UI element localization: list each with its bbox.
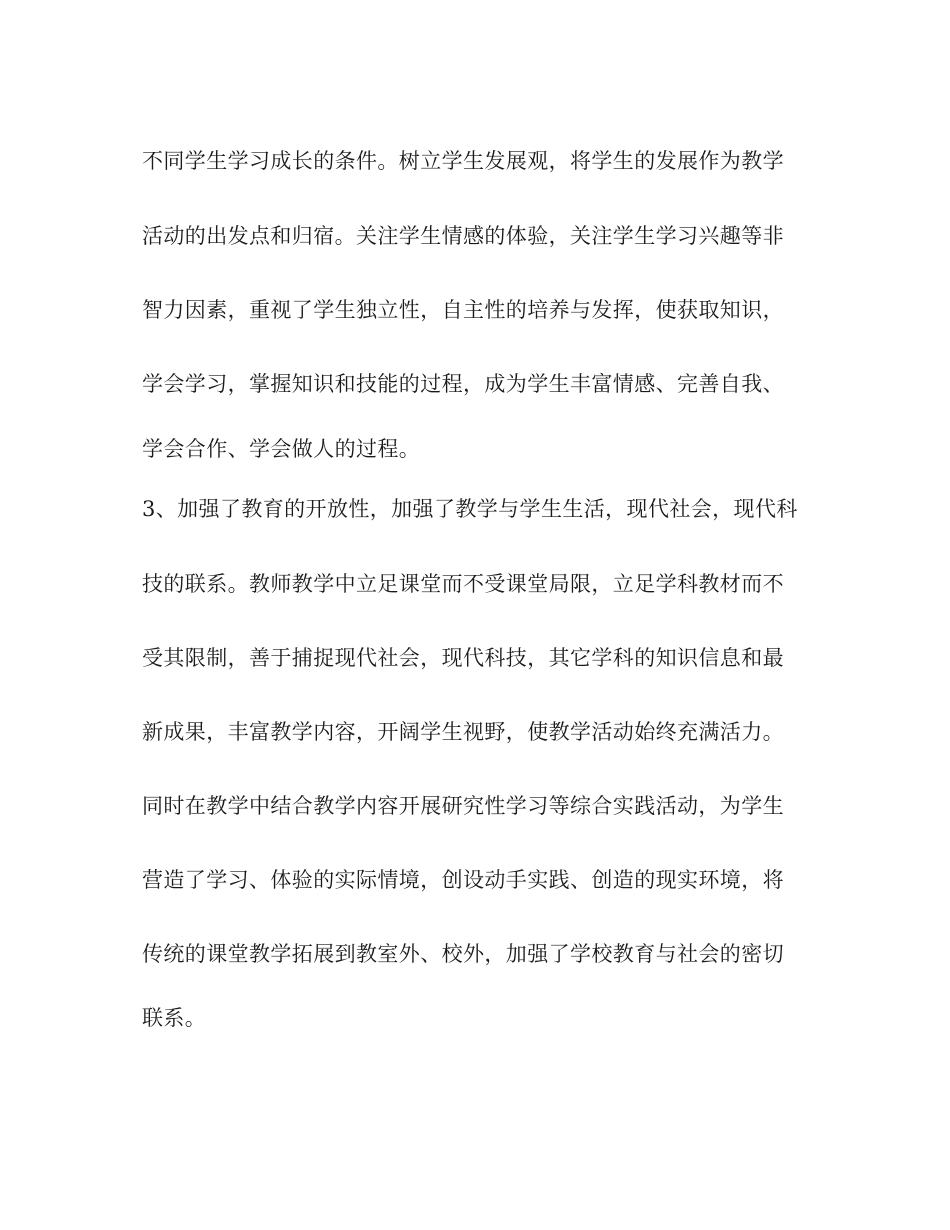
paragraph-line-9: 新成果，丰富教学内容，开阔学生视野，使教学活动始终充满活力。 bbox=[142, 720, 784, 744]
paragraph-line-2: 活动的出发点和归宿。关注学生情感的体验，关注学生学习兴趣等非 bbox=[142, 224, 784, 248]
paragraph-line-12: 传统的课堂教学拓展到教室外、校外，加强了学校教育与社会的密切 bbox=[142, 942, 784, 966]
paragraph-line-11: 营造了学习、体验的实际情境，创设动手实践、创造的现实环境，将 bbox=[142, 868, 784, 892]
paragraph-line-6: 3、加强了教育的开放性，加强了教学与学生生活，现代社会，现代科 bbox=[142, 497, 798, 521]
paragraph-line-3: 智力因素，重视了学生独立性，自主性的培养与发挥，使获取知识， bbox=[142, 298, 784, 322]
paragraph-line-7: 技的联系。教师教学中立足课堂而不受课堂局限，立足学科教材而不 bbox=[142, 572, 784, 596]
paragraph-line-4: 学会学习，掌握知识和技能的过程，成为学生丰富情感、完善自我、 bbox=[142, 372, 784, 396]
paragraph-line-1: 不同学生学习成长的条件。树立学生发展观，将学生的发展作为教学 bbox=[142, 149, 784, 173]
paragraph-line-8: 受其限制，善于捕捉现代社会，现代科技，其它学科的知识信息和最 bbox=[142, 646, 784, 670]
paragraph-line-5: 学会合作、学会做人的过程。 bbox=[142, 437, 421, 461]
paragraph-line-10: 同时在教学中结合教学内容开展研究性学习等综合实践活动，为学生 bbox=[142, 794, 784, 818]
paragraph-line-13: 联系。 bbox=[142, 1006, 207, 1030]
